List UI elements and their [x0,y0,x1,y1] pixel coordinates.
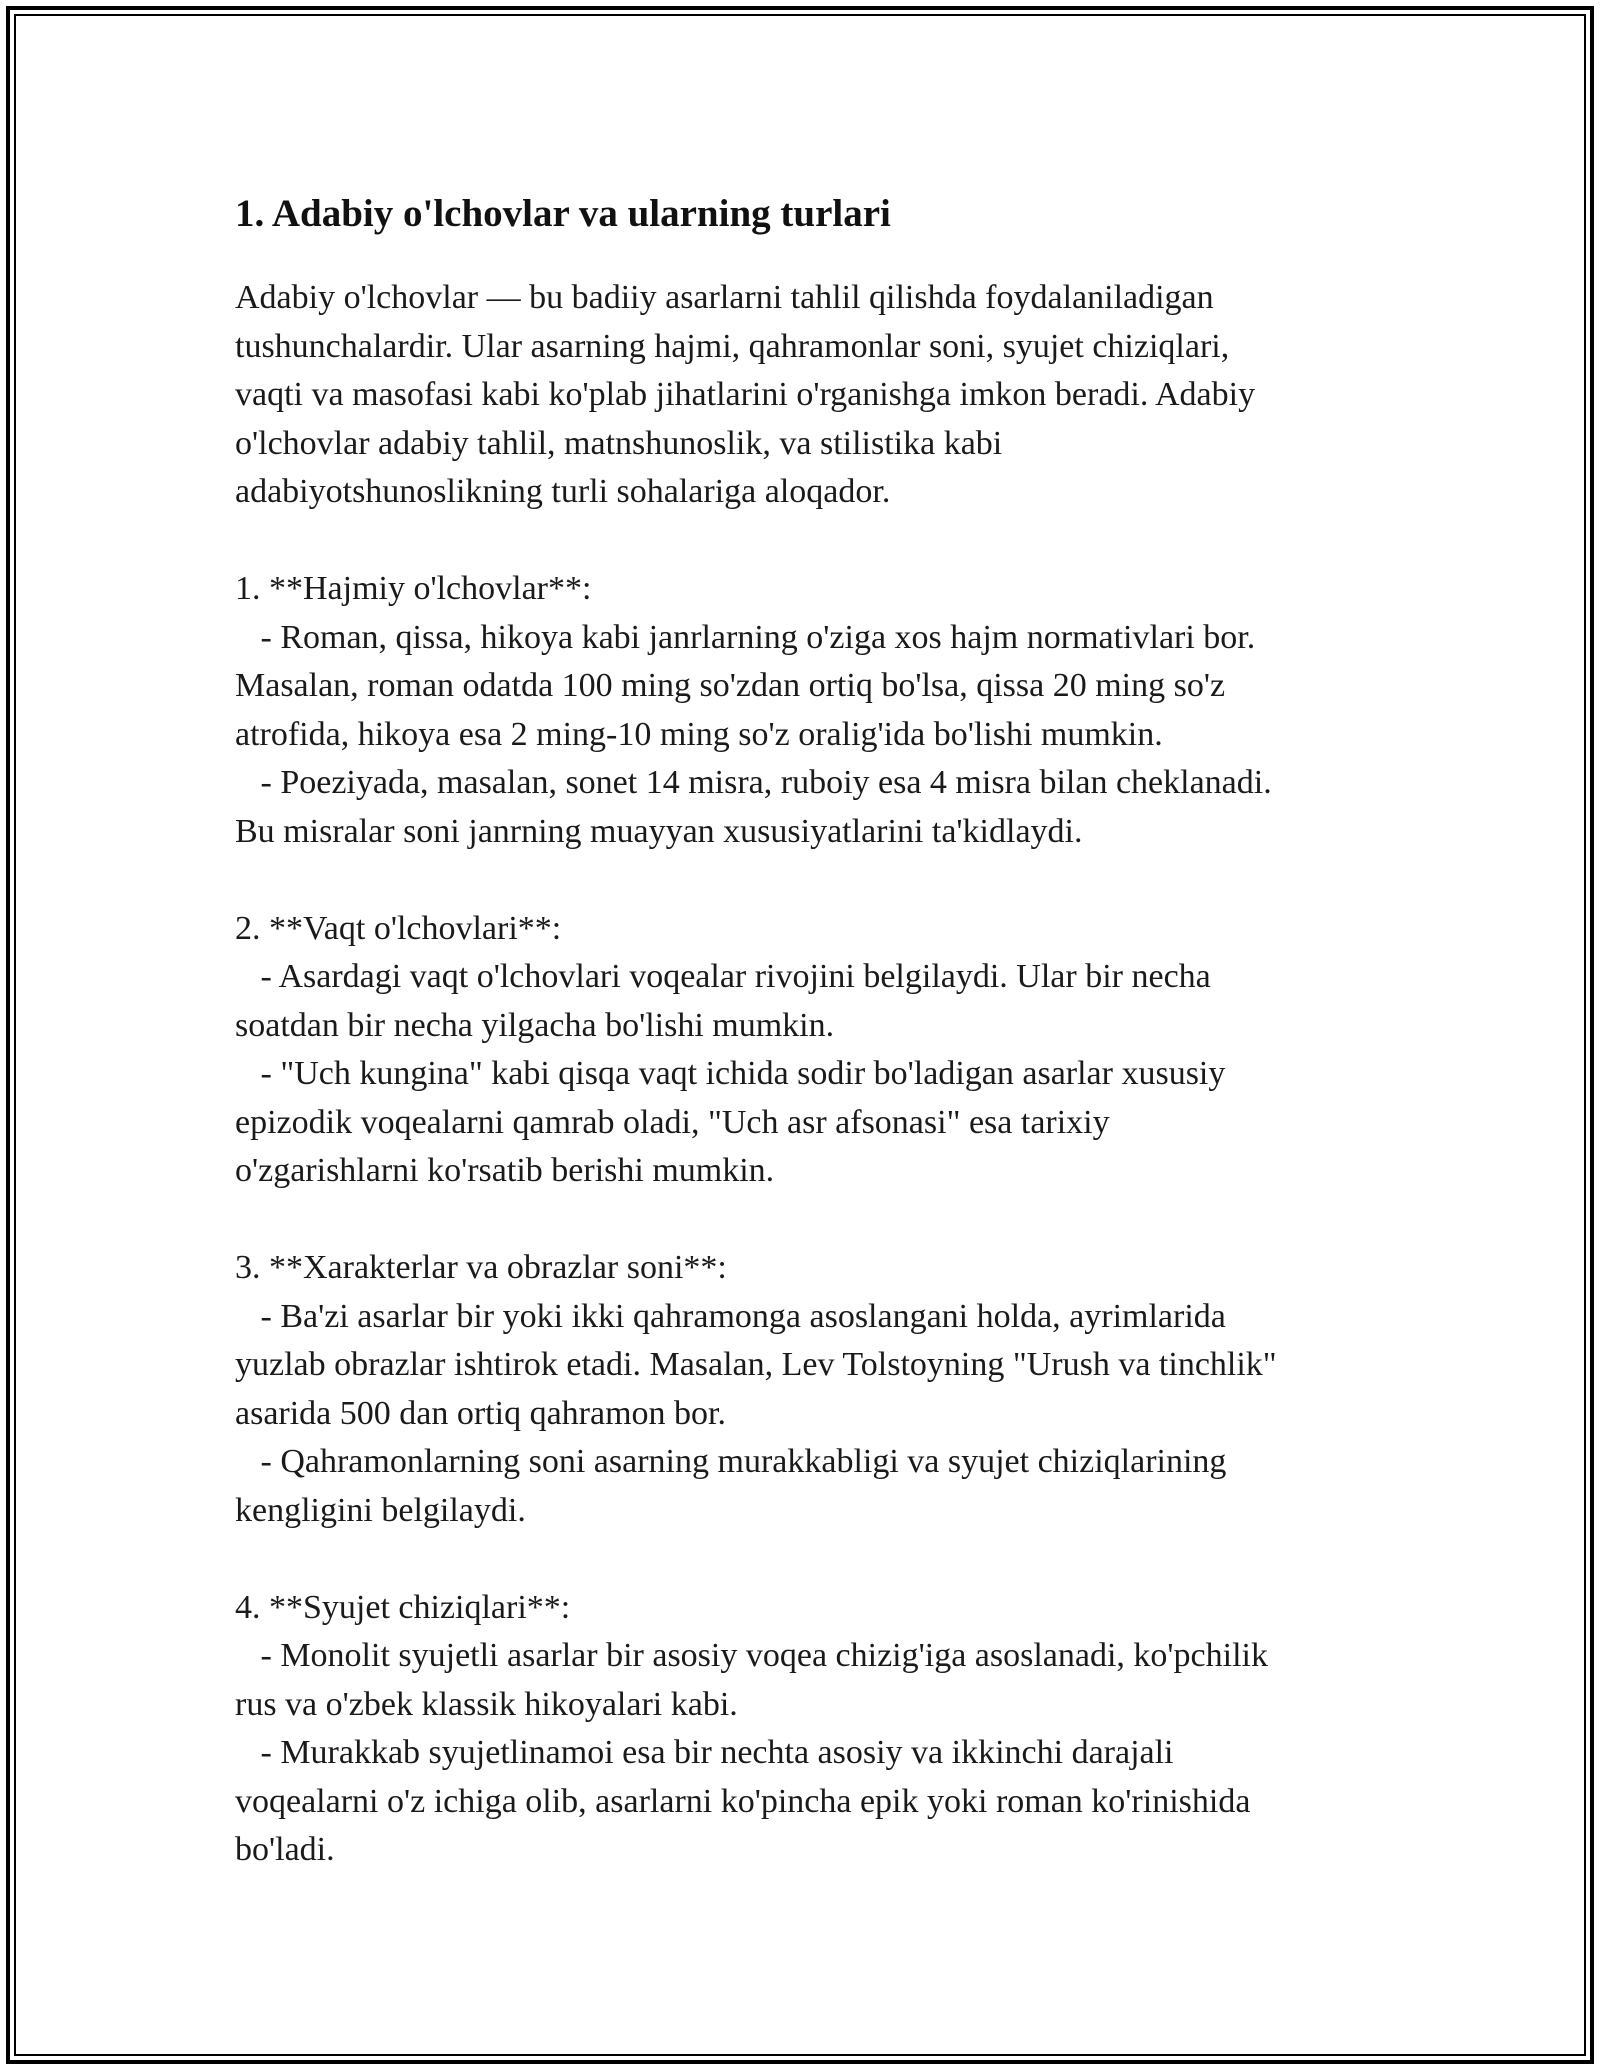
section-plot-lines [235,1584,1385,1875]
section-line: o'zgarishlarni ko'rsatib berishi mumkin. [235,1152,775,1189]
section-line: rus va o'zbek klassik hikoyalari kabi. [235,1685,738,1723]
intro-line: adabiyotshunoslikning turli sohalariga aloqador. [235,473,891,510]
intro-line: Adabiy o'lchovlar — bu badiiy asarlarni tahlil qilishda foydalaniladigan [235,279,1214,316]
document-body [235,186,1385,1875]
section-line: - Asardagi vaqt o'lchovlari voqealar rivojini belgilaydi. Ular bir necha [235,958,1211,995]
section-characters-count [235,1244,1385,1535]
section-line: atrofida, hikoya esa 2 ming-10 ming so'z oralig'ida bo'lishi mumkin. [235,715,1163,753]
section-line: - Roman, qissa, hikoya kabi janrlarning o'ziga xos hajm normativlari bor. [235,618,1256,656]
section-line: kengligini belgilaydi. [235,1491,526,1529]
intro-line: o'lchovlar adabiy tahlil, matnshunoslik, va stilistika kabi [235,424,1003,462]
section-line: - Monolit syujetli asarlar bir asosiy voqea chizig'iga asoslanadi, ko'pchilik [235,1637,1268,1674]
section-line: - Qahramonlarning soni asarning murakkabligi va syujet chiziqlarining [235,1443,1227,1480]
section-line: voqealarni o'z ichiga olib, asarlarni ko'pincha epik yoki roman ko'rinishida [235,1782,1251,1820]
section-time-measures [235,905,1385,1196]
section-line: soatdan bir necha yilgacha bo'lishi mumkin. [235,1006,835,1044]
section-line: Masalan, roman odatda 100 ming so'zdan ortiq bo'lsa, qissa 20 ming so'z [235,667,1226,704]
section-line: - Ba'zi asarlar bir yoki ikki qahramonga asoslangani holda, ayrimlarida [235,1297,1226,1335]
section-heading: 4. **Syujet chiziqlari**: [235,1588,571,1626]
section-heading: 2. **Vaqt o'lchovlari**: [235,909,562,947]
intro-paragraph [235,274,1385,517]
section-line: epizodik voqealarni qamrab oladi, "Uch asr afsonasi" esa tarixiy [235,1103,1110,1141]
section-line: asarida 500 dan ortiq qahramon bor. [235,1394,726,1432]
section-volume-measures [235,565,1385,856]
intro-line: tushunchalardir. Ular asarning hajmi, qahramonlar soni, syujet chiziqlari, [235,327,1230,365]
section-line: bo'ladi. [235,1831,335,1868]
section-line: - Murakkab syujetlinamoi esa bir nechta asosiy va ikkinchi darajali [235,1734,1174,1771]
section-heading: 1. **Hajmiy o'lchovlar**: [235,570,592,607]
section-heading: 3. **Xarakterlar va obrazlar soni**: [235,1249,727,1286]
section-line: yuzlab obrazlar ishtirok etadi. Masalan, Lev Tolstoyning "Urush va tinchlik" [235,1346,1277,1383]
document-title: 1. Adabiy o'lchovlar va ularning turlari [235,192,891,235]
intro-line: vaqti va masofasi kabi ko'plab jihatlarini o'rganishga imkon beradi. Adabiy [235,376,1256,413]
section-line: - "Uch kungina" kabi qisqa vaqt ichida sodir bo'ladigan asarlar xususiy [235,1055,1226,1092]
section-line: Bu misralar soni janrning muayyan xususiyatlarini ta'kidlaydi. [235,812,1083,850]
section-line: - Poeziyada, masalan, sonet 14 misra, ruboiy esa 4 misra bilan cheklanadi. [235,764,1272,801]
